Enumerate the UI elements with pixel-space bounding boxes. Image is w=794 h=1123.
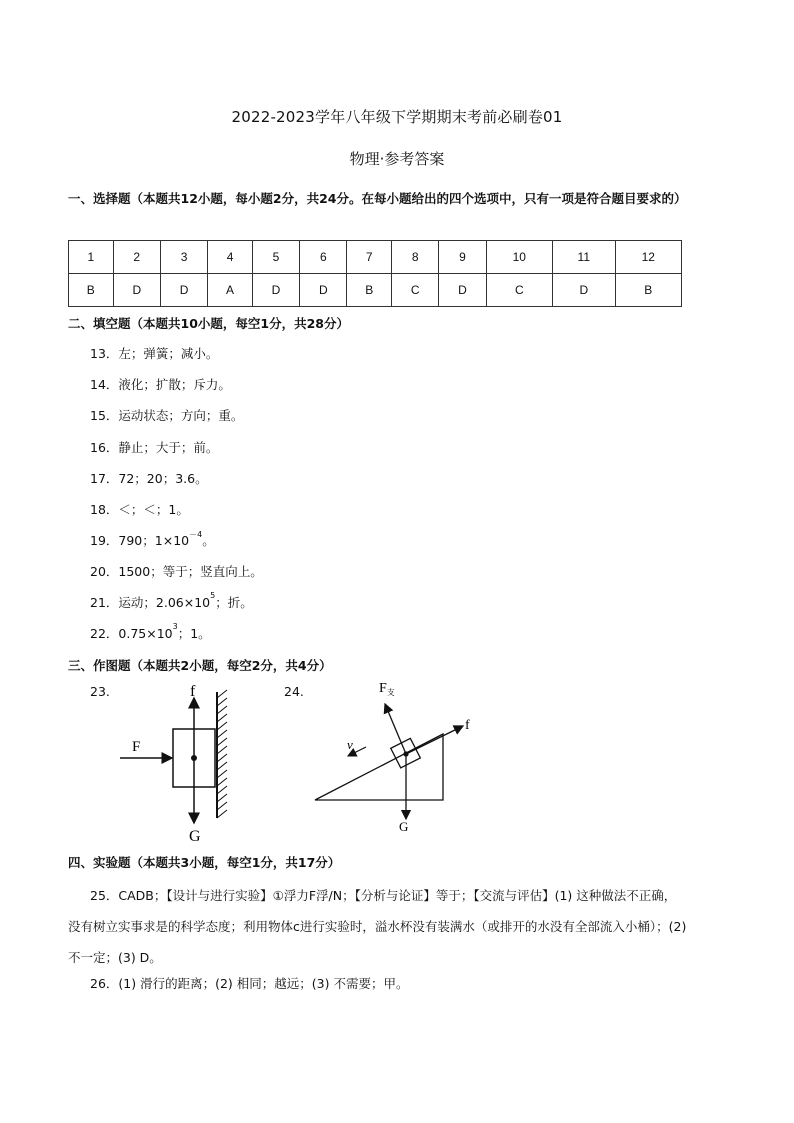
choice-answer-table [68,240,682,307]
question-number-cell: 11 [552,241,615,274]
answer-cell: D [160,274,207,307]
label-f: f [190,683,196,700]
answer-19 [90,531,215,549]
answer-cell: B [615,274,681,307]
answer-18: 18．＜；＜；1。 [90,502,189,517]
answer-21-text: 21．运动；2.06×10 [90,595,211,610]
figure-23-force-diagram [110,678,250,848]
section-2-heading: 二、填空题（本题共10小题，每空1分，共28分） [68,316,349,331]
table-row-numbers [69,241,682,274]
section-3-heading: 三、作图题（本题共2小题，每空2分，共4分） [68,658,332,673]
answer-14: 14．液化；扩散；斥力。 [90,377,231,392]
answer-cell: D [439,274,486,307]
answer-19-exponent: －4 [189,530,203,539]
answer-20: 20．1500；等于；竖直向上。 [90,564,263,579]
answer-21-exponent: 5 [210,591,216,600]
question-number-cell: 6 [300,241,347,274]
answer-cell: D [552,274,615,307]
answer-22 [90,624,211,642]
answer-cell: B [69,274,114,307]
question-number-cell: 9 [439,241,486,274]
answer-19-text: 19．790；1×10 [90,533,190,548]
table-row-answers [69,274,682,307]
answer-cell: D [300,274,347,307]
question-number-cell: 4 [208,241,253,274]
label-F-support [379,681,395,697]
page-subtitle: 物理·参考答案 [349,150,445,168]
question-number-cell: 1 [69,241,114,274]
label-F-main: F [379,681,387,696]
figure-24-incline-diagram [305,676,495,836]
answer-22-text: 22．0.75×10 [90,626,173,641]
question-number-cell: 12 [615,241,681,274]
question-number-cell: 7 [347,241,392,274]
answer-cell: D [252,274,299,307]
label-F-sub: 支 [386,688,395,697]
label-G: G [399,819,409,834]
answer-17: 17．72；20；3.6。 [90,471,208,486]
question-23-label: 23. [90,684,110,699]
question-24-label: 24. [284,684,304,699]
answer-22-end: ；1。 [177,626,211,641]
answer-15: 15．运动状态；方向；重。 [90,408,244,423]
answer-22-exponent: 3 [172,622,178,631]
answer-cell: A [208,274,253,307]
answer-cell: B [347,274,392,307]
answer-21 [90,593,253,611]
label-v: v [347,737,353,752]
friction-arrow [406,726,463,754]
question-number-cell: 8 [392,241,439,274]
question-number-cell: 10 [486,241,552,274]
answer-25: 25．CADB；【设计与进行实验】①浮力F浮/N；【分析与论证】等于；【交流与评估】(1) 这种做法不正确，没有树立实事求是的科学态度；利用物体c进行实验时，溢水杯没有装满水（或排开的水没有全部流入小桶）；(2) 不一定；(3) D。 [68,888,687,965]
answer-cell: C [392,274,439,307]
section-4-heading: 四、实验题（本题共3小题，每空1分，共17分） [68,855,341,870]
section-1-heading: 一、选择题（本题共12小题，每小题2分，共24分。在每小题给出的四个选项中，只有一项是符合题目要求的） [68,191,687,206]
incline [315,734,443,800]
answer-cell: D [113,274,160,307]
label-G: G [189,828,201,845]
answer-26: 26．(1) 滑行的距离；(2) 相同；越远；(3) 不需要；甲。 [90,976,409,991]
wall-hatching [217,690,227,818]
answer-19-end: 。 [202,533,215,548]
question-number-cell: 3 [160,241,207,274]
question-number-cell: 5 [252,241,299,274]
answer-13: 13．左；弹簧；减小。 [90,346,219,361]
answer-21-end: ；折。 [215,595,253,610]
answer-16: 16．静止；大于；前。 [90,440,219,455]
answer-cell: C [486,274,552,307]
label-F: F [132,739,141,755]
question-number-cell: 2 [113,241,160,274]
page-title: 2022-2023学年八年级下学期期末考前必刷卷01 [231,108,563,126]
label-f: f [465,718,470,733]
